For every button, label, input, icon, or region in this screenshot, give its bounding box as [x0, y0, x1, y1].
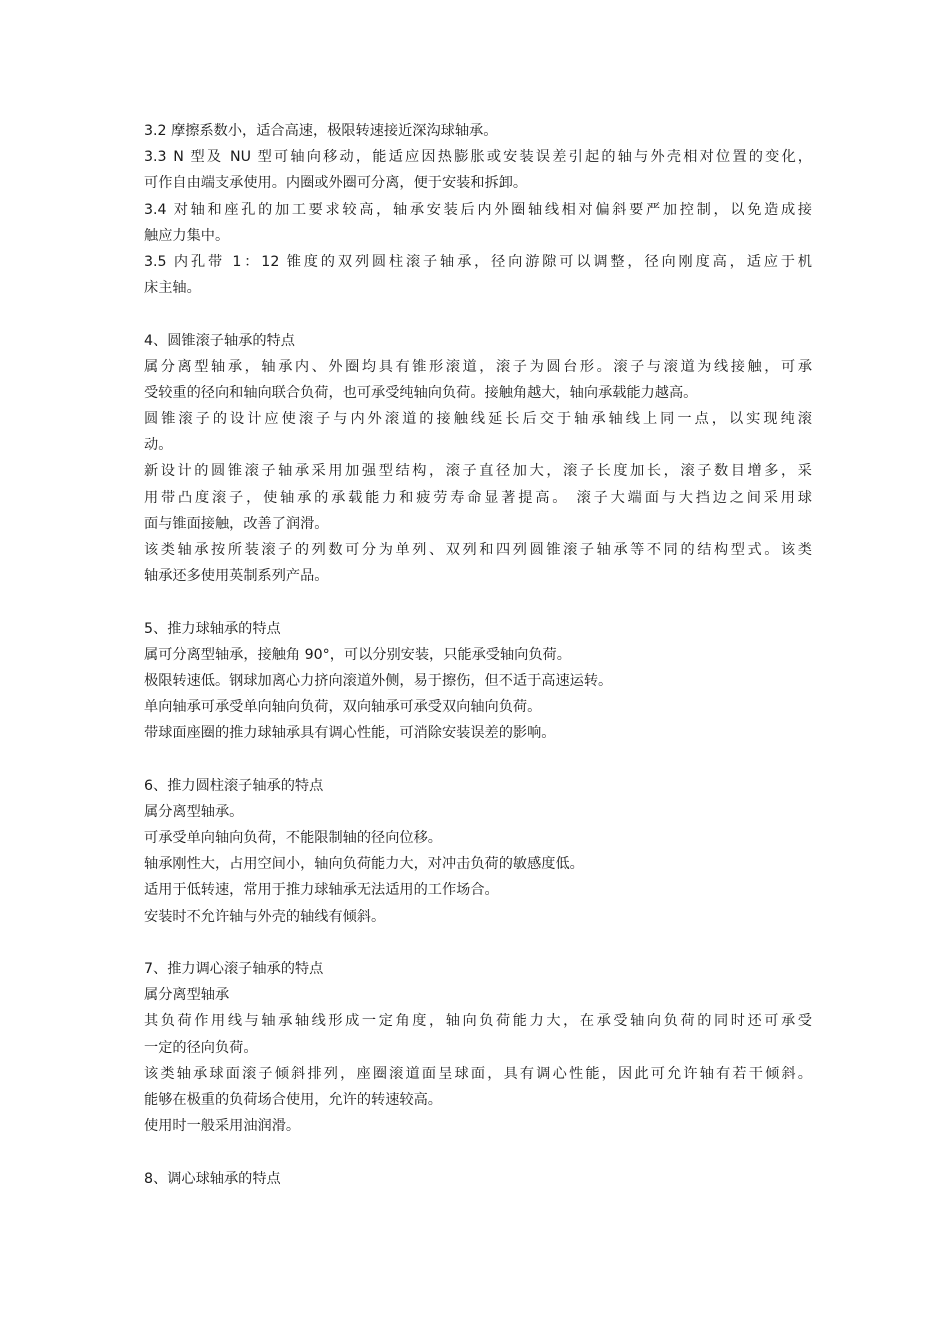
- section-8: [144, 1166, 812, 1192]
- paragraph-line: 轴承还多使用英制系列产品。: [144, 568, 329, 585]
- section-4: [144, 328, 812, 590]
- paragraph-line: 面与锥面接触，改善了润滑。: [144, 515, 329, 532]
- paragraph-line: 其负荷作用线与轴承轴线形成一定角度，轴向负荷能力大，在承受轴向负荷的同时还可承受: [144, 1013, 812, 1030]
- section-3-continued: [144, 118, 812, 301]
- paragraph-line: 带球面座圈的推力球轴承具有调心性能，可消除安装误差的影响。: [144, 725, 556, 742]
- paragraph-line: 属可分离型轴承，接触角 90°，可以分别安装，只能承受轴向负荷。: [144, 646, 571, 663]
- section-heading: 6、推力圆柱滚子轴承的特点: [144, 777, 324, 794]
- section-heading: 5、推力球轴承的特点: [144, 620, 281, 637]
- paragraph-line: 该类轴承按所装滚子的列数可分为单列、双列和四列圆锥滚子轴承等不同的结构型式。该类: [144, 542, 812, 558]
- paragraph-spacer: [144, 930, 812, 956]
- paragraph-line: 使用时一般采用油润滑。: [144, 1118, 301, 1135]
- paragraph-line: 安装时不允许轴与外壳的轴线有倾斜。: [144, 908, 386, 925]
- paragraph-spacer: [144, 747, 812, 773]
- paragraph-line: 可承受单向轴向负荷，不能限制轴的径向位移。: [144, 830, 442, 847]
- section-7: [144, 956, 812, 1139]
- paragraph-spacer: [144, 589, 812, 615]
- paragraph-line: 属分离型轴承，轴承内、外圈均具有锥形滚道，滚子为圆台形。滚子与滚道为线接触，可承: [144, 358, 812, 375]
- paragraph-line: 可作自由端支承使用。内圈或外圈可分离，便于安装和拆卸。: [144, 175, 528, 192]
- section-5: [144, 616, 812, 747]
- paragraph-line: 圆锥滚子的设计应使滚子与内外滚道的接触线延长后交于轴承轴线上同一点，以实现纯滚: [144, 411, 812, 428]
- paragraph-line: 3.3 N 型及 NU 型可轴向移动，能适应因热膨胀或安装误差引起的轴与外壳相对位置的变化，: [144, 149, 812, 166]
- paragraph-line: 该类轴承球面滚子倾斜排列，座圈滚道面呈球面，具有调心性能，因此可允许轴有若干倾斜。: [144, 1065, 812, 1082]
- paragraph-line: 触应力集中。: [144, 227, 230, 244]
- paragraph-line: 3.2 摩擦系数小，适合高速，极限转速接近深沟球轴承。: [144, 123, 498, 139]
- paragraph-line: 属分离型轴承。: [144, 803, 244, 820]
- paragraph-line: 极限转速低。钢球加离心力挤向滚道外侧，易于擦伤，但不适于高速运转。: [144, 672, 613, 689]
- paragraph-line: 3.5 内孔带 1：12 锥度的双列圆柱滚子轴承，径向游隙可以调整，径向刚度高，适应于机: [144, 253, 812, 270]
- section-heading: 7、推力调心滚子轴承的特点: [144, 961, 324, 977]
- section-heading: 8、调心球轴承的特点: [144, 1170, 281, 1187]
- paragraph-spacer: [144, 301, 812, 327]
- document-page: [144, 118, 812, 1192]
- paragraph-line: 能够在极重的负荷场合使用，允许的转速较高。: [144, 1091, 442, 1108]
- paragraph-line: 新设计的圆锥滚子轴承采用加强型结构，滚子直径加大，滚子长度加长，滚子数目增多，采: [144, 463, 812, 480]
- paragraph-line: 单向轴承可承受单向轴向负荷，双向轴承可承受双向轴向负荷。: [144, 699, 542, 716]
- paragraph-line: 受较重的径向和轴向联合负荷，也可承受纯轴向负荷。接触角越大，轴向承载能力越高。: [144, 384, 698, 401]
- paragraph-line: 属分离型轴承: [144, 987, 230, 1004]
- paragraph-spacer: [144, 1139, 812, 1165]
- paragraph-line: 3.4 对轴和座孔的加工要求较高，轴承安装后内外圈轴线相对偏斜要严加控制，以免造成接: [144, 201, 812, 218]
- section-6: [144, 773, 812, 930]
- paragraph-line: 轴承刚性大，占用空间小，轴向负荷能力大，对冲击负荷的敏感度低。: [144, 856, 584, 873]
- paragraph-line: 用带凸度滚子，使轴承的承载能力和疲劳寿命显著提高。 滚子大端面与大挡边之间采用球: [144, 489, 812, 506]
- paragraph-line: 适用于低转速，常用于推力球轴承无法适用的工作场合。: [144, 882, 499, 899]
- paragraph-line: 一定的径向负荷。: [144, 1039, 258, 1056]
- paragraph-line: 动。: [144, 437, 173, 454]
- section-heading: 4、圆锥滚子轴承的特点: [144, 332, 295, 349]
- paragraph-line: 床主轴。: [144, 280, 201, 297]
